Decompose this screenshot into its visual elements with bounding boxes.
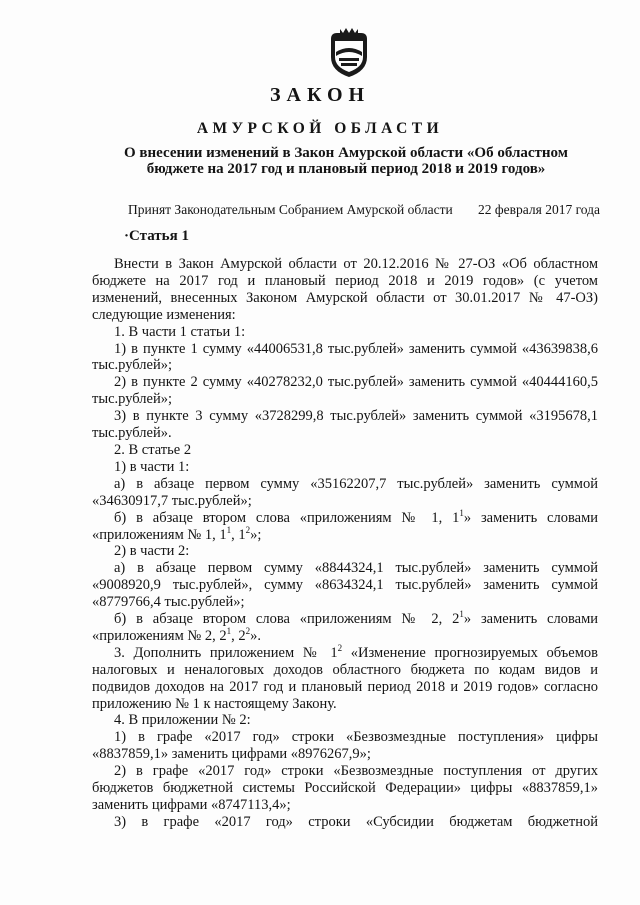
item-2-1-a: а) в абзаце первом сумму «35162207,7 тыс.рублей» заменить суммой «34630917,7 тыс.рублей»; <box>92 475 598 509</box>
article-heading: ·Статья 1 <box>124 228 189 244</box>
item-3: 3. Дополнить приложением № $1^2$ «Изменение прогнозируемых объемов налоговых и неналоговых доходов областного бюджета по кодам видов и подвидов доходов на 2017 год и плановый период 2018 и 2019 годов» согласно приложению № 1 к настоящему Закону. <box>92 643 598 712</box>
region-name: АМУРСКОЙ ОБЛАСТИ <box>196 120 444 137</box>
item-4: 4. В приложении № 2: <box>114 712 251 729</box>
item-2-2: 2) в части 2: <box>114 543 190 560</box>
adopted-by: Принят Законодательным Собранием Амурской области <box>128 202 453 217</box>
adoption-line <box>128 202 600 218</box>
item-1-3: 3) в пункте 3 сумму «3728299,8 тыс.рублей» заменить суммой «3195678,1 тыс.рублей». <box>92 408 598 442</box>
item-4-1: 1) в графе «2017 год» строки «Безвозмездные поступления» цифры «8837859,1» заменить цифрами «8976267,9»; <box>92 729 598 763</box>
item-2-2-a: а) в абзаце первом сумму «8844324,1 тыс.рублей» заменить суммой «9008920,9 тыс.рублей», сумму «8634324,1 тыс.рублей» заменить суммой «8779766,4 тыс.рублей»; <box>92 560 598 611</box>
item-4-3: 3) в графе «2017 год» строки «Субсидии бюджетам бюджетной <box>114 813 598 830</box>
intro-paragraph: Внести в Закон Амурской области от 20.12.2016 № 27-ОЗ «Об областном бюджете на 2017 год и плановый период 2018 и 2019 годов» (с учетом изменений, внесенных Законом Амурской области от 30.01.2017 № 47-ОЗ) следующие изменения: <box>92 256 598 323</box>
article-body <box>92 256 598 831</box>
document-title: ЗАКОН <box>269 84 371 106</box>
coat-of-arms-emblem-icon <box>326 27 372 79</box>
item-2-1-b: б) в абзаце втором слова «приложениям № 1, $1^1$» заменить словами «приложениям № 1, $1^1$, $1^2$»; <box>92 507 598 543</box>
item-1-2: 2) в пункте 2 сумму «40278232,0 тыс.рублей» заменить суммой «40444160,5 тыс.рублей»; <box>92 374 598 408</box>
law-subject: О внесении изменений в Закон Амурской области «Об областном бюджете на 2017 год и плановый период 2018 и 2019 годов» <box>123 145 568 177</box>
item-2-2-b: б) в абзаце втором слова «приложениям № 2, $2^1$» заменить словами «приложениям № 2, $2^1$, $2^2$». <box>92 609 598 644</box>
item-4-2: 2) в графе «2017 год» строки «Безвозмездные поступления от других бюджетов бюджетной системы Российской Федерации» цифры «8837859,1» заменить цифрами «8747113,4»; <box>92 763 598 813</box>
adopted-date: 22 февраля 2017 года <box>478 202 600 217</box>
item-1-1: 1) в пункте 1 сумму «44006531,8 тыс.рублей» заменить суммой «43639838,6 тыс.рублей»; <box>92 340 598 374</box>
item-2-1: 1) в части 1: <box>114 458 190 475</box>
item-1: 1. В части 1 статьи 1: <box>114 323 246 340</box>
item-2: 2. В статье 2 <box>114 441 192 458</box>
